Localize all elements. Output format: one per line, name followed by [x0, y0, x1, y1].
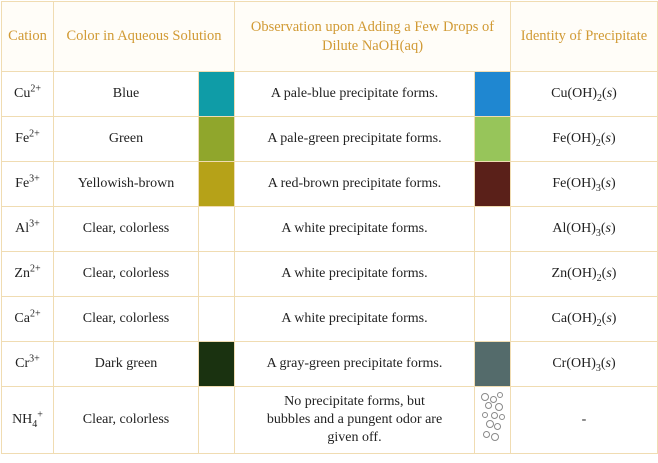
precipitate-color-fill [475, 342, 510, 386]
observation-text: A gray-green precipitate forms. [235, 342, 475, 387]
formula-base: Fe(OH) [552, 131, 596, 146]
bubble [491, 412, 498, 419]
formula-subscript: 2 [597, 92, 603, 104]
cation-symbol: Cu [14, 86, 31, 101]
cation-symbol: Fe [15, 131, 30, 146]
cation-cell [2, 207, 54, 252]
bubble [486, 420, 494, 428]
cation-cell [2, 162, 54, 207]
cation-charge: 3+ [29, 353, 40, 365]
formula-subscript: 3 [595, 182, 601, 194]
solution-color-fill [199, 162, 234, 206]
formula-subscript: 3 [595, 362, 601, 374]
precipitate-color-fill [475, 162, 510, 206]
formula-state: (s) [601, 311, 617, 326]
bubble [497, 392, 503, 398]
formula-state: (s) [602, 86, 617, 101]
solution-color-fill [199, 297, 234, 341]
solution-color-fill [199, 342, 234, 386]
table-row [2, 252, 658, 297]
precipitate-identity [511, 162, 658, 207]
table-row [2, 297, 658, 342]
solution-color-swatch [199, 72, 235, 117]
observation-text: A white precipitate forms. [235, 207, 475, 252]
formula-subscript: 2 [596, 317, 602, 329]
cation-cell [2, 387, 54, 454]
cation-charge: 2+ [29, 263, 41, 275]
precipitate-identity [511, 207, 658, 252]
observation-text: A white precipitate forms. [235, 252, 475, 297]
formula-base: Al(OH) [552, 221, 596, 236]
header-cation: Cation [2, 2, 54, 72]
observation-text: No precipitate forms, but bubbles and a pungent odor are given off. [235, 387, 475, 454]
precipitate-color-fill [475, 252, 510, 296]
observation-text: A red-brown precipitate forms. [235, 162, 475, 207]
precipitate-identity [511, 342, 658, 387]
formula-state: (s) [600, 176, 616, 191]
precipitate-identity [511, 297, 658, 342]
precipitate-color-swatch [475, 207, 511, 252]
precipitate-identity [511, 387, 658, 454]
solution-color-name: Clear, colorless [54, 207, 199, 252]
solution-color-fill [199, 252, 234, 296]
precipitate-color-swatch [475, 342, 511, 387]
precipitate-color-fill [475, 297, 510, 341]
precipitate-color-swatch [475, 297, 511, 342]
cation-charge: 3+ [29, 173, 40, 185]
table-row [2, 342, 658, 387]
header-observation: Observation upon Adding a Few Drops of Dilute NaOH(aq) [235, 2, 511, 72]
solution-color-swatch [199, 117, 235, 162]
bubble [491, 433, 499, 441]
formula-state-letter: s [606, 266, 612, 281]
cation-cell [2, 252, 54, 297]
formula-subscript: 2 [595, 137, 601, 149]
solution-color-swatch [199, 252, 235, 297]
solution-color-fill [199, 117, 234, 161]
formula-base: Cr(OH) [552, 356, 596, 371]
solution-color-name: Blue [54, 72, 199, 117]
cation-symbol: Fe [15, 176, 30, 191]
solution-color-swatch [199, 342, 235, 387]
cation-charge: 2+ [29, 308, 41, 320]
cation-subscript: 4 [32, 418, 38, 430]
header-color: Color in Aqueous Solution [54, 2, 235, 72]
formula-state-letter: s [605, 131, 611, 146]
solution-color-name: Clear, colorless [54, 387, 199, 454]
formula-state: (s) [600, 356, 616, 371]
header-row [2, 2, 658, 72]
cation-charge: 3+ [29, 218, 40, 230]
precipitate-identity [511, 252, 658, 297]
observation-text: A white precipitate forms. [235, 297, 475, 342]
cation-cell [2, 297, 54, 342]
solution-color-swatch [199, 207, 235, 252]
bubble [490, 396, 497, 403]
solution-color-fill [199, 72, 234, 116]
formula-base: Ca(OH) [551, 311, 597, 326]
solution-color-fill [199, 207, 234, 251]
formula-state: (s) [601, 266, 617, 281]
table-body [2, 72, 658, 454]
precipitate-identity [511, 117, 658, 162]
header-identity: Identity of Precipitate [511, 2, 658, 72]
bubbles-icon [475, 390, 511, 442]
bubble [495, 403, 503, 411]
cation-cell [2, 72, 54, 117]
formula-state-letter: s [606, 86, 613, 101]
formula-state-letter: s [606, 311, 612, 326]
cation-symbol: Cr [15, 356, 30, 371]
precipitate-color-swatch [475, 162, 511, 207]
cation-charge: 2+ [30, 83, 41, 95]
solution-color-fill [199, 398, 234, 442]
formula-base: Zn(OH) [551, 266, 597, 281]
observation-text: A pale-green precipitate forms. [235, 117, 475, 162]
table-row [2, 207, 658, 252]
formula-base: Fe(OH) [552, 176, 596, 191]
formula-state: (s) [600, 221, 616, 236]
cation-identification-table [1, 1, 658, 454]
formula-state: (s) [600, 131, 616, 146]
solution-color-name: Green [54, 117, 199, 162]
table-row [2, 117, 658, 162]
cation-cell [2, 117, 54, 162]
cation-charge: 2+ [29, 128, 40, 140]
cation-symbol: Zn [14, 266, 30, 281]
solution-color-name: Yellowish-brown [54, 162, 199, 207]
cation-charge: + [37, 409, 43, 421]
precipitate-color-fill [475, 72, 510, 116]
precipitate-color-fill [475, 390, 510, 450]
formula-state-letter: s [605, 176, 611, 191]
precipitate-color-swatch [475, 117, 511, 162]
formula-state-letter: s [605, 221, 611, 236]
bubble [483, 431, 490, 438]
cation-cell [2, 342, 54, 387]
solution-color-swatch [199, 297, 235, 342]
formula-subscript: 2 [596, 272, 602, 284]
bubble [482, 412, 488, 418]
cation-symbol: Al [15, 221, 30, 236]
formula-base: Cu(OH) [551, 86, 598, 101]
table-row [2, 387, 658, 454]
precipitate-color-swatch [475, 387, 511, 454]
bubble [481, 393, 489, 401]
cation-symbol: Ca [14, 311, 30, 326]
precipitate-color-fill [475, 207, 510, 251]
precipitate-color-fill [475, 117, 510, 161]
solution-color-name: Clear, colorless [54, 297, 199, 342]
cation-symbol: NH [12, 412, 33, 427]
bubble [494, 423, 501, 430]
bubble [485, 402, 492, 409]
precipitate-color-swatch [475, 252, 511, 297]
formula-state-letter: s [605, 356, 611, 371]
observation-text: A pale-blue precipitate forms. [235, 72, 475, 117]
solution-color-name: Dark green [54, 342, 199, 387]
solution-color-name: Clear, colorless [54, 252, 199, 297]
precipitate-identity [511, 72, 658, 117]
solution-color-swatch [199, 162, 235, 207]
precipitate-color-swatch [475, 72, 511, 117]
bubble [499, 414, 505, 420]
table-row [2, 72, 658, 117]
formula-subscript: 3 [595, 227, 601, 239]
formula-base: - [581, 412, 587, 427]
solution-color-swatch [199, 387, 235, 454]
table-row [2, 162, 658, 207]
